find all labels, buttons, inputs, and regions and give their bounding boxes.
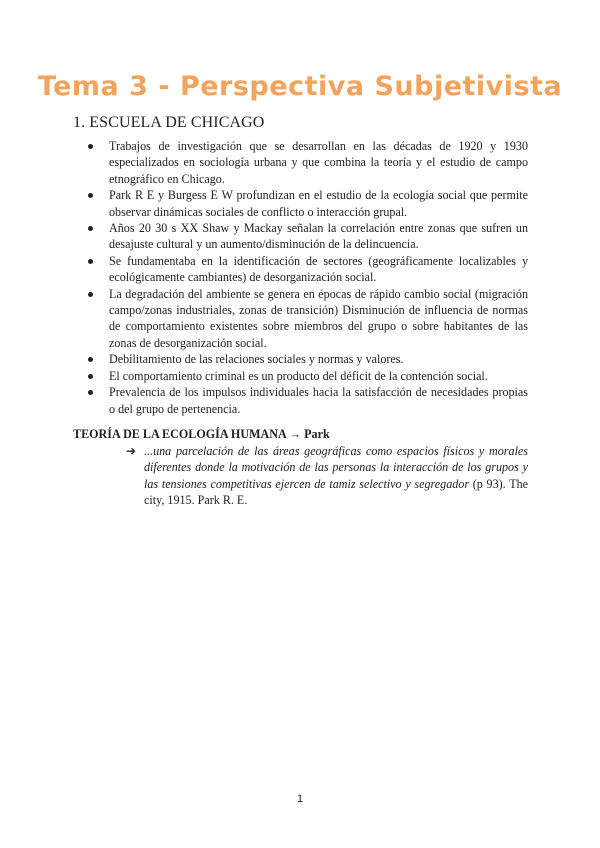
- list-item: [73, 253, 528, 286]
- bullet-icon: [88, 193, 93, 198]
- quote-text: ...una parcelación de las áreas geográficas como espacios físicos y morales diferentes donde la motivación de las personas la interacción de los grupos y las tensiones competitivas ejercen de tamiz selectivo y segregador: [144, 444, 528, 491]
- arrow-icon: ➔: [126, 444, 137, 458]
- list-item: [73, 138, 528, 187]
- quote-block: [126, 443, 528, 509]
- bullet-icon: [88, 259, 93, 264]
- list-item-text: Años 20 30 s XX Shaw y Mackay señalan la correlación entre zonas que sufren un desajuste cultural y un aumento/disminución de la delincuencia.: [109, 221, 528, 252]
- list-item-text: Park R E y Burgess E W profundizan en el estudio de la ecología social que permite observar dinámicas sociales de conflicto o interacción grupal.: [109, 188, 528, 219]
- list-item: [73, 286, 528, 352]
- list-item: [73, 187, 528, 220]
- list-item: [73, 384, 528, 417]
- list-item: [73, 368, 528, 384]
- list-item-text: Prevalencia de los impulsos individuales hacia la satisfacción de necesidades propias o del grupo de pertenencia.: [109, 385, 528, 416]
- bullet-icon: [88, 226, 93, 231]
- bullet-list: [73, 138, 528, 417]
- quote-citation: (p 93). The city, 1915. Park R. E.: [144, 476, 528, 508]
- section-heading: 1. ESCUELA DE CHICAGO: [73, 114, 265, 131]
- list-item: [73, 351, 528, 367]
- document-title: Tema 3 - Perspectiva Subjetivista: [37, 71, 563, 102]
- theory-subheading: TEORÍA DE LA ECOLOGÍA HUMANA → Park: [73, 427, 330, 441]
- bullet-icon: [88, 292, 93, 297]
- bullet-icon: [88, 144, 93, 149]
- list-item-text: El comportamiento criminal es un producto del déficit de la contención social.: [109, 368, 488, 383]
- bullet-icon: [88, 357, 93, 362]
- list-item: [73, 220, 528, 253]
- list-item-text: Debilitamiento de las relaciones sociales y normas y valores.: [109, 352, 404, 367]
- page-number: 1: [296, 793, 304, 805]
- list-item-text: Trabajos de investigación que se desarrollan en las décadas de 1920 y 1930 especializados en sociología urbana y que combina la teoría y el estudio de campo etnográfico en Chicago.: [109, 139, 528, 186]
- bullet-icon: [88, 390, 93, 395]
- bullet-icon: [88, 374, 93, 379]
- list-item-text: Se fundamentaba en la identificación de sectores (geográficamente localizables y ecológicamente cambiantes) de desorganización social.: [109, 253, 528, 285]
- list-item-text: La degradación del ambiente se genera en épocas de rápido cambio social (migración campo/zonas industriales, zonas de transición) Disminución de influencia de normas de comportamiento existentes sobre miembros del grupo o sobre habitantes de las zonas de desorganización social.: [109, 286, 528, 350]
